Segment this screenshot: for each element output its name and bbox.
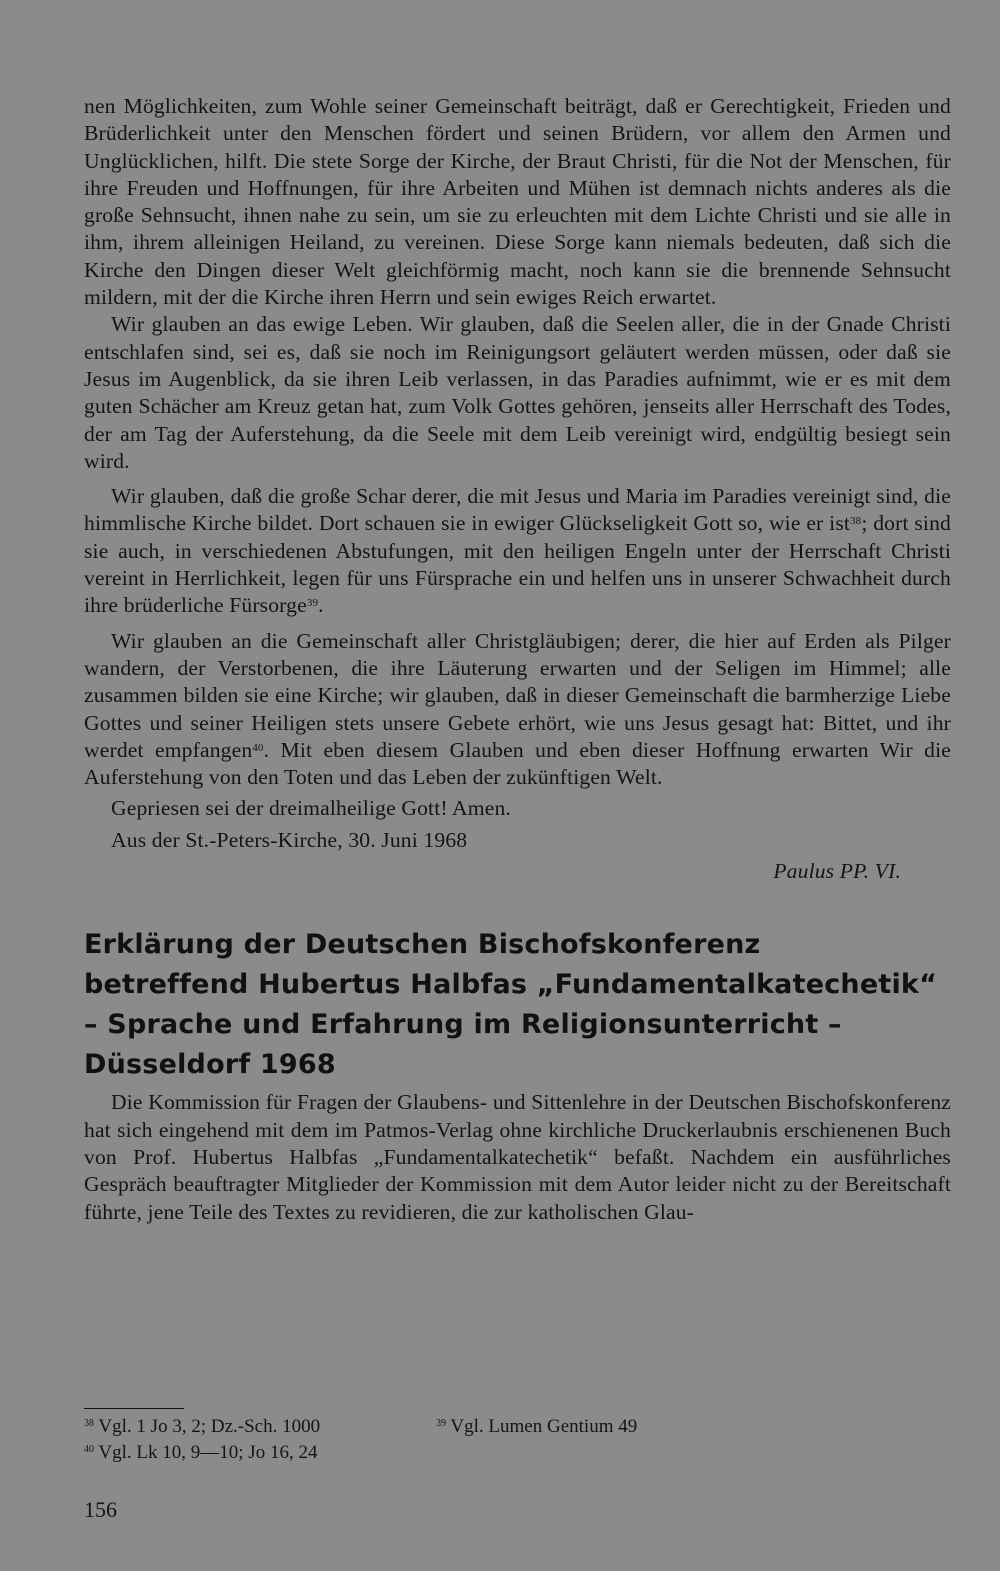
footnote-divider bbox=[84, 1408, 184, 1409]
footnote-39: $^{39}$ Vgl. Lumen Gentium 49 bbox=[436, 1416, 638, 1437]
paragraph-3: Wir glauben, daß die große Schar derer, die mit Jesus und Maria im Paradies vereinigt sind, die himmlische Kirche bildet. Dort schauen sie in ewiger Glückseligkeit Gott so, wie er ist$^{38}$; dort sind sie auch, in verschiedenen Abstufungen, mit den heiligen Engeln unter der Herrschaft Christi vereint in Herrlichkeit, legen für uns Fürsprache ein und helfen uns in unserer Schwachheit durch ihre brüderliche Fürsorge$^{39}$. bbox=[84, 484, 951, 618]
page-number: 156 bbox=[84, 1497, 117, 1522]
section-heading: Erklärung der Deutschen Bischofskonferenz betreffend Hubertus Halbfas „Fundamentalkatechetik“ – Sprache und Erfahrung im Religionsunterricht – Düsseldorf 1968 bbox=[84, 929, 938, 1081]
footnotes bbox=[84, 1414, 784, 1466]
paragraph-1: nen Möglichkeiten, zum Wohle seiner Gemeinschaft beiträgt, daß er Gerechtigkeit, Frieden und Brüderlichkeit unter den Menschen fördert und seinen Brüdern, vor allem den Armen und Unglücklichen, hilft. Die stete Sorge der Kirche, der Braut Christi, für die Not der Menschen, für ihre Freuden und Hoffnungen, für ihre Arbeiten und Mühen ist demnach nichts anderes als die große Sehnsucht, ihnen nahe zu sein, um sie zu erleuchten mit dem Lichte Christi und sie alle in ihm, ihrem alleinigen Heiland, zu vereinen. Diese Sorge kann niemals bedeuten, daß sich die Kirche den Dingen dieser Welt gleichförmig macht, noch kann sie die brennende Sehnsucht mildern, mit der die Kirche ihren Herrn und sein ewiges Reich erwartet. bbox=[84, 94, 951, 310]
signature: Paulus PP. VI. bbox=[773, 859, 901, 884]
main-text bbox=[84, 93, 951, 1226]
footnote-40: $^{40}$ Vgl. Lk 10, 9—10; Jo 16, 24 bbox=[84, 1442, 318, 1463]
footnote-38: $^{38}$ Vgl. 1 Jo 3, 2; Dz.-Sch. 1000 bbox=[84, 1416, 321, 1437]
footnote-ref-40: 40 bbox=[252, 741, 264, 754]
paragraph-4: Wir glauben an die Gemeinschaft aller Christgläubigen; derer, die hier auf Erden als Pilger wandern, der Verstorbenen, die ihre Läuterung erwarten und der Seligen im Himmel; alle zusammen bilden sie eine Kirche; wir glauben, daß in dieser Gemeinschaft die barmherzige Liebe Gottes und seiner Heiligen stets unsere Gebete erhört, wie uns Jesus gesagt hat: Bittet, und ihr werdet empfangen$^{40}$. Mit eben diesem Glauben und eben dieser Hoffnung erwarten Wir die Auferstehung von den Toten und das Leben der zukünftigen Welt. bbox=[84, 628, 951, 790]
section-body: Die Kommission für Fragen der Glaubens- und Sittenlehre in der Deutschen Bischofskonferenz hat sich eingehend mit dem im Patmos-Verlag ohne kirchliche Druckerlaubnis erschienenen Buch von Prof. Hubertus Halbfas „Fundamentalkatechetik“ befaßt. Nachdem ein ausführliches Gespräch beauftragter Mitglieder der Kommission mit dem Autor leider nicht zu der Bereitschaft führte, jene Teile des Textes zu revidieren, die zur katholischen Glau- bbox=[84, 1090, 951, 1224]
footnote-ref-38: 38 bbox=[850, 515, 862, 528]
paragraph-2: Wir glauben an das ewige Leben. Wir glauben, daß die Seelen aller, die in der Gnade Christi entschlafen sind, sei es, daß sie noch im Reinigungsort geläutert werden müssen, oder daß sie Jesus im Augenblick, da sie ihren Leib verlassen, in das Paradies aufnimmt, wie er es mit dem guten Schächer am Kreuz getan hat, zum Volk Gottes gehören, jenseits aller Herrschaft des Todes, der am Tag der Auferstehung, da die Seele mit dem Leib vereinigt wird, endgültig besiegt sein wird. bbox=[84, 312, 951, 473]
footnote-ref-39: 39 bbox=[306, 597, 319, 610]
closing-line: Gepriesen sei der dreimalheilige Gott! Amen. bbox=[111, 796, 511, 821]
place-date: Aus der St.-Peters-Kirche, 30. Juni 1968 bbox=[111, 827, 468, 852]
